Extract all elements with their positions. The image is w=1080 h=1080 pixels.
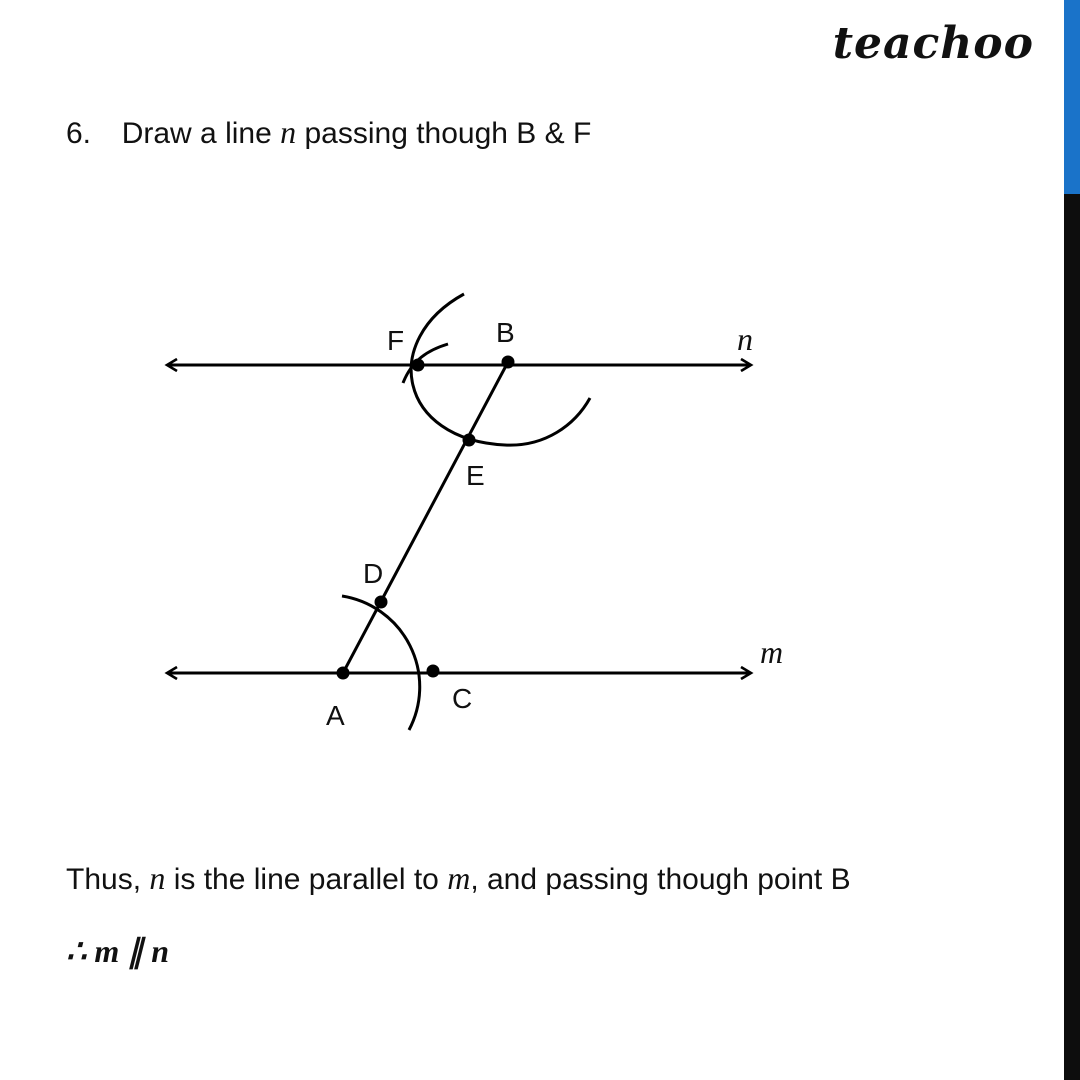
point-f: [412, 359, 425, 372]
step-text-before: Draw a line: [121, 117, 272, 150]
conclusion-prefix: Thus,: [66, 863, 142, 896]
label-line-m: m: [760, 634, 784, 670]
teachoo-logo[interactable]: teachoo: [832, 18, 1034, 69]
conclusion-var-m: m: [447, 860, 471, 896]
point-a: [337, 667, 350, 680]
step-text-after: passing though B & F: [304, 117, 592, 150]
step-var-n: n: [280, 114, 297, 150]
label-line-n: n: [737, 321, 753, 357]
point-b: [502, 356, 515, 369]
point-e: [463, 434, 476, 447]
point-c: [427, 665, 440, 678]
arc-at-a: [342, 596, 420, 730]
therefore-statement: ∴ m ∥ n: [66, 933, 170, 969]
conclusion-middle: is the line parallel to: [173, 863, 439, 896]
point-d: [375, 596, 388, 609]
step-number: 6.: [66, 117, 92, 150]
label-c: C: [452, 683, 473, 714]
label-f: F: [387, 325, 405, 356]
label-a: A: [326, 700, 345, 731]
conclusion-var-n: n: [149, 860, 166, 896]
conclusion-suffix: , and passing though point B: [470, 863, 851, 896]
label-e: E: [466, 460, 485, 491]
label-b: B: [496, 317, 515, 348]
label-d: D: [363, 558, 384, 589]
conclusion-text: [66, 860, 851, 897]
